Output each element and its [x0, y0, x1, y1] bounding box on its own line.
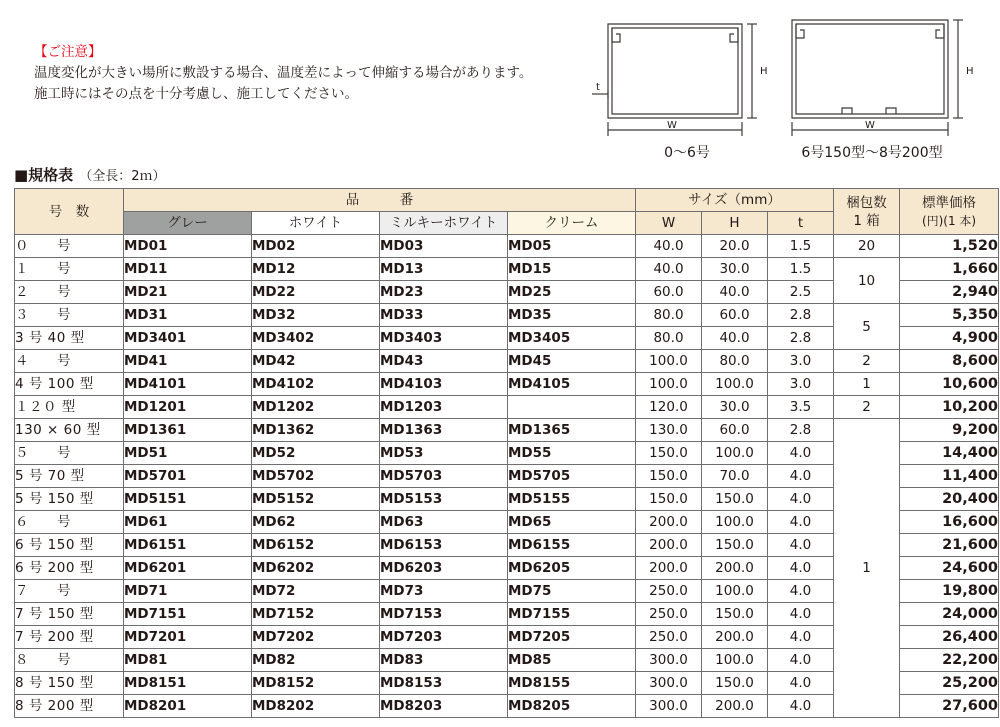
spec-title-note: （全長：2ｍ） — [79, 169, 166, 184]
code-gray: MD71 — [124, 580, 252, 603]
code-white: MD7152 — [252, 603, 380, 626]
size-w: 300.0 — [636, 695, 702, 718]
code-milky: MD83 — [380, 649, 508, 672]
code-white: MD8202 — [252, 695, 380, 718]
size-h: 150.0 — [702, 672, 768, 695]
code-cream: MD7155 — [508, 603, 636, 626]
dim-h-label: H — [760, 66, 768, 77]
size-t: 2.8 — [768, 304, 834, 327]
code-gray: MD21 — [124, 281, 252, 304]
size-h: 150.0 — [702, 534, 768, 557]
size-t: 2.8 — [768, 419, 834, 442]
code-white: MD8152 — [252, 672, 380, 695]
code-cream: MD8155 — [508, 672, 636, 695]
code-gray: MD5151 — [124, 488, 252, 511]
code-cream: MD4105 — [508, 373, 636, 396]
code-cream: MD45 — [508, 350, 636, 373]
header-h: H — [702, 212, 768, 235]
standard-price: 21,600 — [900, 534, 999, 557]
standard-price: 10,600 — [900, 373, 999, 396]
size-w: 100.0 — [636, 350, 702, 373]
code-white: MD22 — [252, 281, 380, 304]
size-h: 150.0 — [702, 488, 768, 511]
code-cream: MD35 — [508, 304, 636, 327]
size-t: 4.0 — [768, 534, 834, 557]
code-gray: MD4101 — [124, 373, 252, 396]
duct-profile-large — [782, 6, 992, 162]
standard-price: 4,900 — [900, 327, 999, 350]
code-cream: MD5155 — [508, 488, 636, 511]
standard-price: 20,400 — [900, 488, 999, 511]
size-h: 20.0 — [702, 235, 768, 258]
size-h: 100.0 — [702, 511, 768, 534]
size-h: 200.0 — [702, 695, 768, 718]
dim-t-label: t — [596, 82, 600, 93]
standard-price: 10,200 — [900, 396, 999, 419]
size-t: 4.0 — [768, 626, 834, 649]
row-number: 7 号 200 型 — [15, 626, 124, 649]
size-h: 100.0 — [702, 373, 768, 396]
code-white: MD5702 — [252, 465, 380, 488]
pack-quantity: 2 — [834, 350, 900, 373]
size-t: 4.0 — [768, 649, 834, 672]
code-milky: MD63 — [380, 511, 508, 534]
size-w: 60.0 — [636, 281, 702, 304]
code-milky: MD4103 — [380, 373, 508, 396]
code-cream: MD25 — [508, 281, 636, 304]
standard-price: 1,660 — [900, 258, 999, 281]
code-cream — [508, 396, 636, 419]
code-milky: MD8153 — [380, 672, 508, 695]
code-milky: MD7153 — [380, 603, 508, 626]
size-t: 4.0 — [768, 465, 834, 488]
dim-h-label: H — [966, 66, 974, 77]
code-white: MD82 — [252, 649, 380, 672]
standard-price: 22,200 — [900, 649, 999, 672]
standard-price: 16,600 — [900, 511, 999, 534]
row-number: 5 号 150 型 — [15, 488, 124, 511]
pack-quantity: 1 — [834, 373, 900, 396]
code-gray: MD1201 — [124, 396, 252, 419]
header-number: 号 数 — [15, 189, 124, 235]
size-t: 4.0 — [768, 442, 834, 465]
code-cream: MD75 — [508, 580, 636, 603]
code-milky: MD13 — [380, 258, 508, 281]
code-white: MD4102 — [252, 373, 380, 396]
code-cream: MD7205 — [508, 626, 636, 649]
size-h: 100.0 — [702, 442, 768, 465]
size-h: 40.0 — [702, 281, 768, 304]
standard-price: 1,520 — [900, 235, 999, 258]
size-h: 60.0 — [702, 419, 768, 442]
code-cream: MD05 — [508, 235, 636, 258]
size-t: 4.0 — [768, 557, 834, 580]
code-white: MD6152 — [252, 534, 380, 557]
size-w: 200.0 — [636, 534, 702, 557]
table-row — [15, 419, 999, 442]
size-w: 40.0 — [636, 235, 702, 258]
row-number: 8 号 150 型 — [15, 672, 124, 695]
code-milky: MD1363 — [380, 419, 508, 442]
standard-price: 24,000 — [900, 603, 999, 626]
size-w: 300.0 — [636, 649, 702, 672]
table-row — [15, 235, 999, 258]
size-h: 150.0 — [702, 603, 768, 626]
code-white: MD52 — [252, 442, 380, 465]
header-price-line1: 標準価格 — [922, 194, 977, 211]
code-milky: MD5153 — [380, 488, 508, 511]
size-h: 200.0 — [702, 626, 768, 649]
size-t: 2.8 — [768, 327, 834, 350]
cross-section-diagram-small — [592, 6, 782, 162]
code-white: MD02 — [252, 235, 380, 258]
code-cream: MD6205 — [508, 557, 636, 580]
code-white: MD1202 — [252, 396, 380, 419]
row-number: ４ 号 — [15, 350, 124, 373]
row-number: ７ 号 — [15, 580, 124, 603]
header-white: ホワイト — [252, 212, 380, 235]
code-milky: MD1203 — [380, 396, 508, 419]
caution-title: 【ご注意】 — [34, 44, 102, 60]
row-number: ３ 号 — [15, 304, 124, 327]
size-h: 30.0 — [702, 396, 768, 419]
row-number: 3 号 40 型 — [15, 327, 124, 350]
size-w: 150.0 — [636, 465, 702, 488]
code-cream: MD8205 — [508, 695, 636, 718]
spec-table — [14, 188, 999, 718]
size-t: 4.0 — [768, 603, 834, 626]
code-gray: MD7201 — [124, 626, 252, 649]
standard-price: 27,600 — [900, 695, 999, 718]
row-number: ２ 号 — [15, 281, 124, 304]
size-h: 70.0 — [702, 465, 768, 488]
table-row — [15, 373, 999, 396]
standard-price: 25,200 — [900, 672, 999, 695]
dim-w-label: W — [865, 120, 875, 131]
code-milky: MD5703 — [380, 465, 508, 488]
code-cream: MD85 — [508, 649, 636, 672]
code-milky: MD6153 — [380, 534, 508, 557]
code-cream: MD15 — [508, 258, 636, 281]
header-product: 品 番 — [124, 189, 636, 212]
size-t: 3.5 — [768, 396, 834, 419]
code-milky: MD73 — [380, 580, 508, 603]
caution-note — [34, 42, 532, 105]
size-t: 4.0 — [768, 511, 834, 534]
code-milky: MD3403 — [380, 327, 508, 350]
row-number: ６ 号 — [15, 511, 124, 534]
size-w: 130.0 — [636, 419, 702, 442]
code-milky: MD03 — [380, 235, 508, 258]
code-cream: MD1365 — [508, 419, 636, 442]
code-gray: MD6201 — [124, 557, 252, 580]
size-w: 250.0 — [636, 626, 702, 649]
row-number: 130 × 60 型 — [15, 419, 124, 442]
size-t: 1.5 — [768, 258, 834, 281]
table-row — [15, 350, 999, 373]
code-milky: MD7203 — [380, 626, 508, 649]
size-t: 3.0 — [768, 350, 834, 373]
table-row — [15, 304, 999, 327]
standard-price: 14,400 — [900, 442, 999, 465]
size-t: 4.0 — [768, 488, 834, 511]
code-gray: MD61 — [124, 511, 252, 534]
standard-price: 19,800 — [900, 580, 999, 603]
row-number: １ 号 — [15, 258, 124, 281]
code-white: MD1362 — [252, 419, 380, 442]
size-h: 60.0 — [702, 304, 768, 327]
code-milky: MD8203 — [380, 695, 508, 718]
size-w: 150.0 — [636, 442, 702, 465]
size-t: 2.5 — [768, 281, 834, 304]
size-h: 100.0 — [702, 580, 768, 603]
code-gray: MD6151 — [124, 534, 252, 557]
standard-price: 5,350 — [900, 304, 999, 327]
code-gray: MD41 — [124, 350, 252, 373]
size-w: 200.0 — [636, 557, 702, 580]
code-gray: MD31 — [124, 304, 252, 327]
pack-quantity: 5 — [834, 304, 900, 350]
size-t: 3.0 — [768, 373, 834, 396]
code-white: MD12 — [252, 258, 380, 281]
standard-price: 11,400 — [900, 465, 999, 488]
code-gray: MD8201 — [124, 695, 252, 718]
size-h: 30.0 — [702, 258, 768, 281]
size-w: 40.0 — [636, 258, 702, 281]
row-number: 7 号 150 型 — [15, 603, 124, 626]
size-w: 80.0 — [636, 304, 702, 327]
header-t: t — [768, 212, 834, 235]
size-t: 4.0 — [768, 695, 834, 718]
row-number: １２０ 型 — [15, 396, 124, 419]
row-number: ５ 号 — [15, 442, 124, 465]
size-h: 80.0 — [702, 350, 768, 373]
code-gray: MD01 — [124, 235, 252, 258]
code-cream: MD55 — [508, 442, 636, 465]
row-number: 4 号 100 型 — [15, 373, 124, 396]
size-h: 40.0 — [702, 327, 768, 350]
spec-table-body — [15, 235, 999, 718]
code-gray: MD7151 — [124, 603, 252, 626]
code-gray: MD1361 — [124, 419, 252, 442]
spec-table-title — [14, 164, 165, 185]
header-price-line2: (円)(1 本) — [921, 213, 977, 228]
caution-line-2: 施工時にはその点を十分考慮し、施工してください。 — [34, 86, 358, 102]
diagram-caption-large: 6号150型～8号200型 — [801, 145, 943, 161]
code-gray: MD5701 — [124, 465, 252, 488]
row-number: 6 号 200 型 — [15, 557, 124, 580]
pack-quantity: 20 — [834, 235, 900, 258]
header-gray: グレー — [124, 212, 252, 235]
size-h: 100.0 — [702, 649, 768, 672]
standard-price: 9,200 — [900, 419, 999, 442]
size-t: 1.5 — [768, 235, 834, 258]
pack-quantity: 10 — [834, 258, 900, 304]
size-w: 250.0 — [636, 580, 702, 603]
table-row — [15, 258, 999, 281]
code-white: MD62 — [252, 511, 380, 534]
code-gray: MD8151 — [124, 672, 252, 695]
size-w: 100.0 — [636, 373, 702, 396]
code-milky: MD33 — [380, 304, 508, 327]
header-cream: クリーム — [508, 212, 636, 235]
cross-section-diagram-large — [782, 6, 992, 162]
code-cream: MD6155 — [508, 534, 636, 557]
code-cream: MD3405 — [508, 327, 636, 350]
diagram-caption-small: 0～6号 — [664, 145, 710, 161]
standard-price: 26,400 — [900, 626, 999, 649]
standard-price: 2,940 — [900, 281, 999, 304]
code-white: MD72 — [252, 580, 380, 603]
pack-quantity: 2 — [834, 396, 900, 419]
header-w: W — [636, 212, 702, 235]
duct-profile-small — [592, 6, 782, 162]
row-number: ８ 号 — [15, 649, 124, 672]
row-number: 6 号 150 型 — [15, 534, 124, 557]
dim-w-label: W — [667, 120, 677, 131]
code-milky: MD23 — [380, 281, 508, 304]
table-row — [15, 396, 999, 419]
size-t: 4.0 — [768, 580, 834, 603]
code-white: MD3402 — [252, 327, 380, 350]
header-pack-line2: 1 箱 — [853, 212, 880, 229]
spec-title-text: ■規格表 — [14, 166, 74, 184]
size-t: 4.0 — [768, 672, 834, 695]
code-milky: MD43 — [380, 350, 508, 373]
pack-quantity: 1 — [834, 419, 900, 718]
header-size: サイズ（mm） — [636, 189, 834, 212]
size-w: 250.0 — [636, 603, 702, 626]
code-gray: MD3401 — [124, 327, 252, 350]
row-number: ０ 号 — [15, 235, 124, 258]
size-w: 120.0 — [636, 396, 702, 419]
code-cream: MD5705 — [508, 465, 636, 488]
code-gray: MD81 — [124, 649, 252, 672]
header-pack — [834, 189, 900, 235]
size-w: 150.0 — [636, 488, 702, 511]
standard-price: 8,600 — [900, 350, 999, 373]
size-w: 300.0 — [636, 672, 702, 695]
code-milky: MD53 — [380, 442, 508, 465]
caution-line-1: 温度変化が大きい場所に敷設する場合、温度差によって伸縮する場合があります。 — [34, 65, 533, 81]
row-number: 8 号 200 型 — [15, 695, 124, 718]
header-pack-line1: 梱包数 — [846, 194, 887, 211]
header-milky: ミルキーホワイト — [380, 212, 508, 235]
size-h: 200.0 — [702, 557, 768, 580]
code-gray: MD11 — [124, 258, 252, 281]
code-cream: MD65 — [508, 511, 636, 534]
code-milky: MD6203 — [380, 557, 508, 580]
code-white: MD7202 — [252, 626, 380, 649]
header-price — [900, 189, 999, 235]
code-white: MD5152 — [252, 488, 380, 511]
row-number: 5 号 70 型 — [15, 465, 124, 488]
size-w: 200.0 — [636, 511, 702, 534]
size-w: 80.0 — [636, 327, 702, 350]
code-gray: MD51 — [124, 442, 252, 465]
code-white: MD42 — [252, 350, 380, 373]
code-white: MD32 — [252, 304, 380, 327]
standard-price: 24,600 — [900, 557, 999, 580]
code-white: MD6202 — [252, 557, 380, 580]
